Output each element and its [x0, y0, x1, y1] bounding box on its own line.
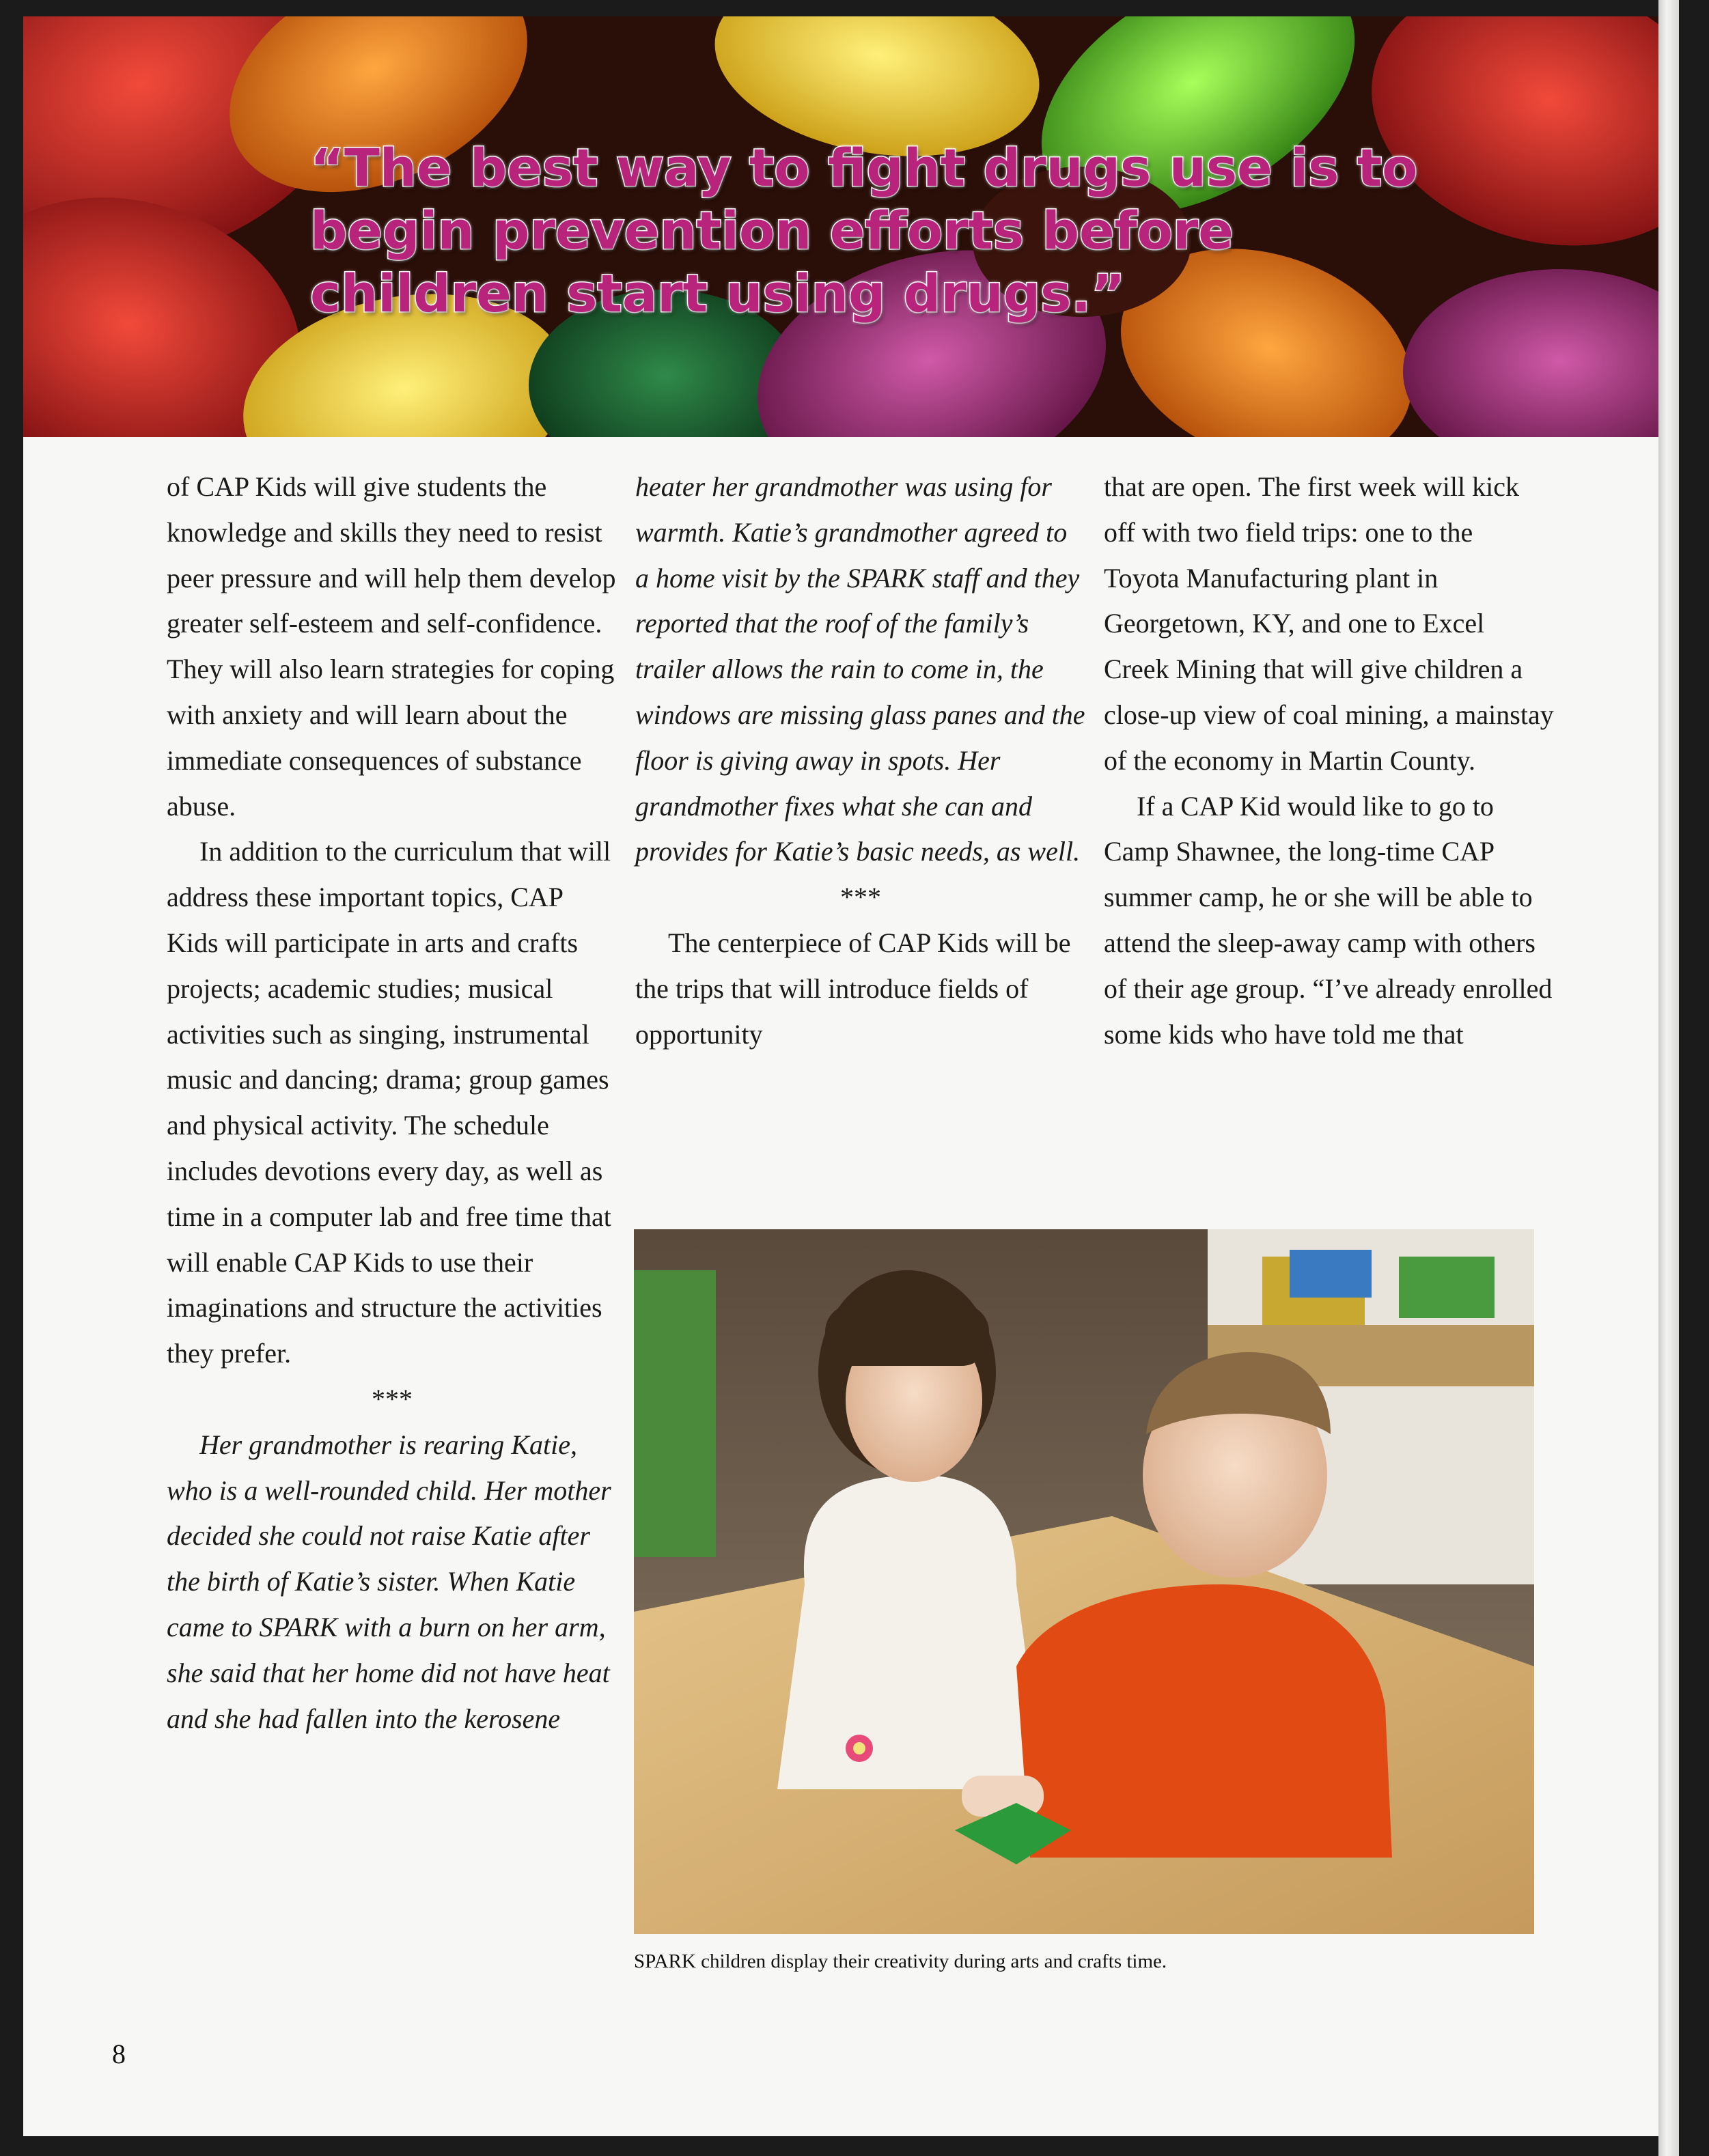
- paragraph: If a CAP Kid would like to go to Camp Shawnee, the long-time CAP summer camp, he or she will be able to attend the sleep-away camp with others of their age group. “I’ve already enrolled some kids who have told me that: [1104, 790, 1553, 1050]
- text-column-2: [635, 464, 1086, 1057]
- paragraph: The centerpiece of CAP Kids will be the trips that will introduce fields of opportunity: [635, 927, 1071, 1050]
- paragraph: that are open. The first week will kick off with two field trips: one to the Toyota Manufacturing plant in Georgetown, KY, and one to Excel Creek Mining that will give children a close-up view of coal mining, a mainstay of the economy in Martin County.: [1104, 471, 1554, 776]
- crayon-banner: [23, 16, 1679, 437]
- section-break: ***: [372, 1383, 413, 1414]
- section-break: ***: [840, 882, 881, 913]
- magazine-page: [23, 16, 1679, 2136]
- text-column-1: [167, 464, 617, 1741]
- pull-quote: “The best way to fight drugs use is to begin prevention efforts before children start using drugs.”: [310, 137, 1418, 324]
- page-gutter: [1658, 0, 1679, 2156]
- photo-illustration: [634, 1229, 1534, 1934]
- story-paragraph: Her grandmother is rearing Katie, who is a well-rounded child. Her mother decided she could not raise Katie after the birth of Katie’s sister. When Katie came to SPARK with a burn on her arm, she said that her home did not have heat and she had fallen into the kerosene: [167, 1429, 611, 1734]
- paragraph: of CAP Kids will give students the knowledge and skills they need to resist peer pressure and will help them develop greater self-esteem and self-confidence. They will also learn strategies for coping with anxiety and will learn about the immediate consequences of substance abuse.: [167, 471, 616, 822]
- story-paragraph: heater her grandmother was using for warmth. Katie’s grandmother agreed to a home visit by the SPARK staff and they reported that the roof of the family’s trailer allows the rain to come in, the windows are missing glass panes and the floor is giving away in spots. Her grandmother fixes what she can and provides for Katie’s basic needs, as well.: [635, 471, 1085, 867]
- text-column-3: [1104, 464, 1555, 1057]
- paragraph: In addition to the curriculum that will address these important topics, CAP Kids will participate in arts and crafts projects; academic studies; musical activities such as singing, instrumental music and dancing; drama; group games and physical activity. The schedule includes devotions every day, as well as time in a computer lab and free time that will enable CAP Kids to use their imaginations and structure the activities they prefer.: [167, 836, 611, 1369]
- children-photo: [634, 1229, 1534, 1934]
- page-number: 8: [112, 2039, 126, 2069]
- photo-caption: SPARK children display their creativity during arts and crafts time.: [634, 1950, 1167, 1972]
